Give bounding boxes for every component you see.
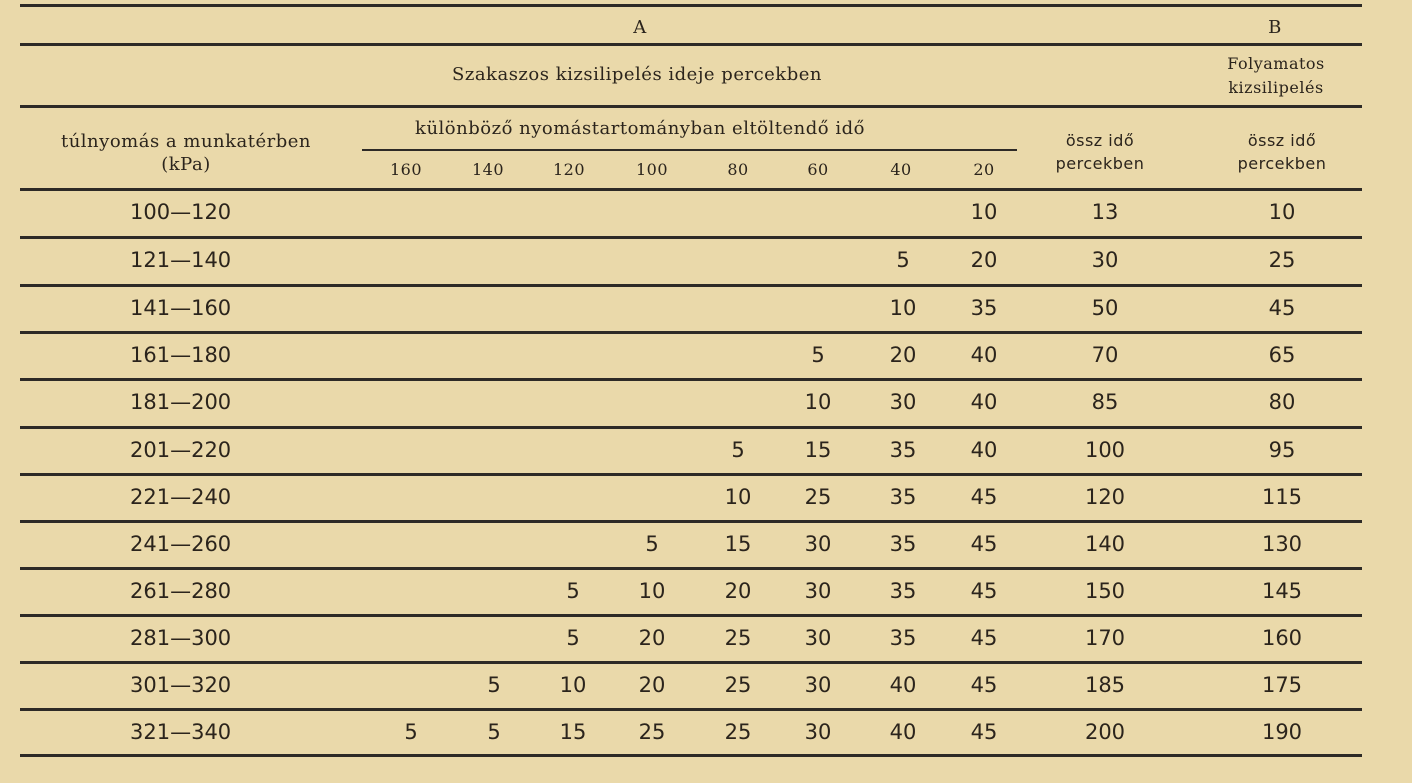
continuous-title-line1: Folyamatos [1227,54,1325,73]
table-cell: 10 [970,200,998,224]
table-cell: 5 [811,343,825,367]
table-cell: 5 [487,673,501,697]
table-cell: 35 [889,485,917,509]
table-cell: 25 [724,673,752,697]
pressure-col-header: 80 [727,160,749,179]
row-pressure-range: 321—340 [130,720,232,744]
top-rule [20,4,1362,7]
row-rule [20,236,1362,239]
subheader-rule [362,149,1017,151]
row-pressure-range: 201—220 [130,438,232,462]
row-total-a: 13 [1091,200,1119,224]
continuous-title-line2: kizsilipelés [1228,78,1324,97]
row-total-b: 65 [1268,343,1296,367]
table-cell: 5 [404,720,418,744]
table-cell: 40 [889,673,917,697]
table-cell: 15 [804,438,832,462]
table-cell: 45 [970,720,998,744]
table-cell: 40 [970,343,998,367]
table-cell: 5 [487,720,501,744]
table-cell: 45 [970,485,998,509]
table-cell: 25 [724,720,752,744]
table-cell: 20 [724,579,752,603]
table-cell: 30 [804,532,832,556]
table-cell: 45 [970,579,998,603]
row-total-a: 85 [1091,390,1119,414]
row-rule [20,520,1362,523]
pressure-col-header: 100 [635,160,669,179]
row-total-b: 160 [1261,626,1303,650]
table-cell: 35 [889,626,917,650]
row-rule [20,426,1362,429]
total-a-header-line2: percekben [1055,154,1145,173]
table-cell: 15 [559,720,587,744]
header-rule-1 [20,43,1362,46]
table-cell: 5 [645,532,659,556]
table-cell: 15 [724,532,752,556]
table-cell: 10 [559,673,587,697]
table-cell: 10 [889,296,917,320]
table-cell: 25 [804,485,832,509]
table-cell: 45 [970,532,998,556]
table-cell: 5 [896,248,910,272]
row-pressure-range: 301—320 [130,673,232,697]
row-total-a: 30 [1091,248,1119,272]
row-total-b: 145 [1261,579,1303,603]
table-cell: 40 [889,720,917,744]
row-pressure-range: 281—300 [130,626,232,650]
row-total-b: 45 [1268,296,1296,320]
table-cell: 25 [724,626,752,650]
row-pressure-range: 121—140 [130,248,232,272]
table-cell: 20 [970,248,998,272]
row-pressure-range: 161—180 [130,343,232,367]
row-total-a: 100 [1084,438,1126,462]
table-cell: 40 [970,438,998,462]
table-cell: 30 [804,673,832,697]
pressure-col-header: 120 [552,160,586,179]
table-cell: 10 [724,485,752,509]
row-total-a: 140 [1084,532,1126,556]
row-header-line2: (kPa) [161,154,211,175]
row-pressure-range: 100—120 [130,200,232,224]
row-total-b: 10 [1268,200,1296,224]
table-cell: 30 [804,720,832,744]
column-a-label: A [633,17,647,38]
total-b-header-line1: össz idő [1247,131,1317,150]
row-total-b: 115 [1261,485,1303,509]
row-pressure-range: 261—280 [130,579,232,603]
row-pressure-range: 221—240 [130,485,232,509]
row-total-b: 25 [1268,248,1296,272]
table-cell: 25 [638,720,666,744]
table-cell: 35 [889,579,917,603]
row-total-a: 150 [1084,579,1126,603]
pressure-col-header: 140 [471,160,505,179]
row-total-b: 130 [1261,532,1303,556]
row-rule [20,378,1362,381]
row-total-a: 50 [1091,296,1119,320]
table-cell: 35 [970,296,998,320]
table-cell: 10 [638,579,666,603]
table-cell: 40 [970,390,998,414]
table-cell: 5 [566,626,580,650]
row-rule [20,331,1362,334]
row-total-b: 190 [1261,720,1303,744]
pressure-col-header: 60 [807,160,829,179]
row-rule [20,661,1362,664]
table-cell: 20 [889,343,917,367]
table-cell: 30 [804,626,832,650]
row-rule [20,284,1362,287]
table-cell: 5 [731,438,745,462]
row-total-b: 175 [1261,673,1303,697]
table-cell: 30 [889,390,917,414]
row-total-a: 185 [1084,673,1126,697]
table-cell: 10 [804,390,832,414]
pressure-col-header: 40 [890,160,912,179]
row-rule [20,614,1362,617]
total-b-header-line2: percekben [1237,154,1327,173]
row-rule [20,708,1362,711]
table-cell: 20 [638,626,666,650]
group-title: Szakaszos kizsilipelés ideje percekben [452,64,822,85]
pressure-col-header: 160 [389,160,423,179]
table-cell: 5 [566,579,580,603]
sub-title: különböző nyomástartományban eltöltendő idő [415,118,865,139]
row-total-a: 200 [1084,720,1126,744]
table-cell: 20 [638,673,666,697]
table-cell: 35 [889,532,917,556]
row-total-b: 95 [1268,438,1296,462]
row-pressure-range: 181—200 [130,390,232,414]
row-pressure-range: 141—160 [130,296,232,320]
total-a-header-line1: össz idő [1065,131,1135,150]
row-header-line1: túlnyomás a munkatérben [60,131,312,152]
table-cell: 35 [889,438,917,462]
row-rule [20,473,1362,476]
header-bottom-rule [20,188,1362,191]
column-b-label: B [1268,17,1282,38]
table-cell: 30 [804,579,832,603]
row-rule [20,567,1362,570]
table-cell: 45 [970,673,998,697]
pressure-col-header: 20 [973,160,995,179]
row-total-a: 170 [1084,626,1126,650]
table-cell: 45 [970,626,998,650]
row-total-a: 70 [1091,343,1119,367]
row-total-b: 80 [1268,390,1296,414]
bottom-rule [20,754,1362,757]
header-rule-2 [20,105,1362,108]
row-total-a: 120 [1084,485,1126,509]
row-pressure-range: 241—260 [130,532,232,556]
